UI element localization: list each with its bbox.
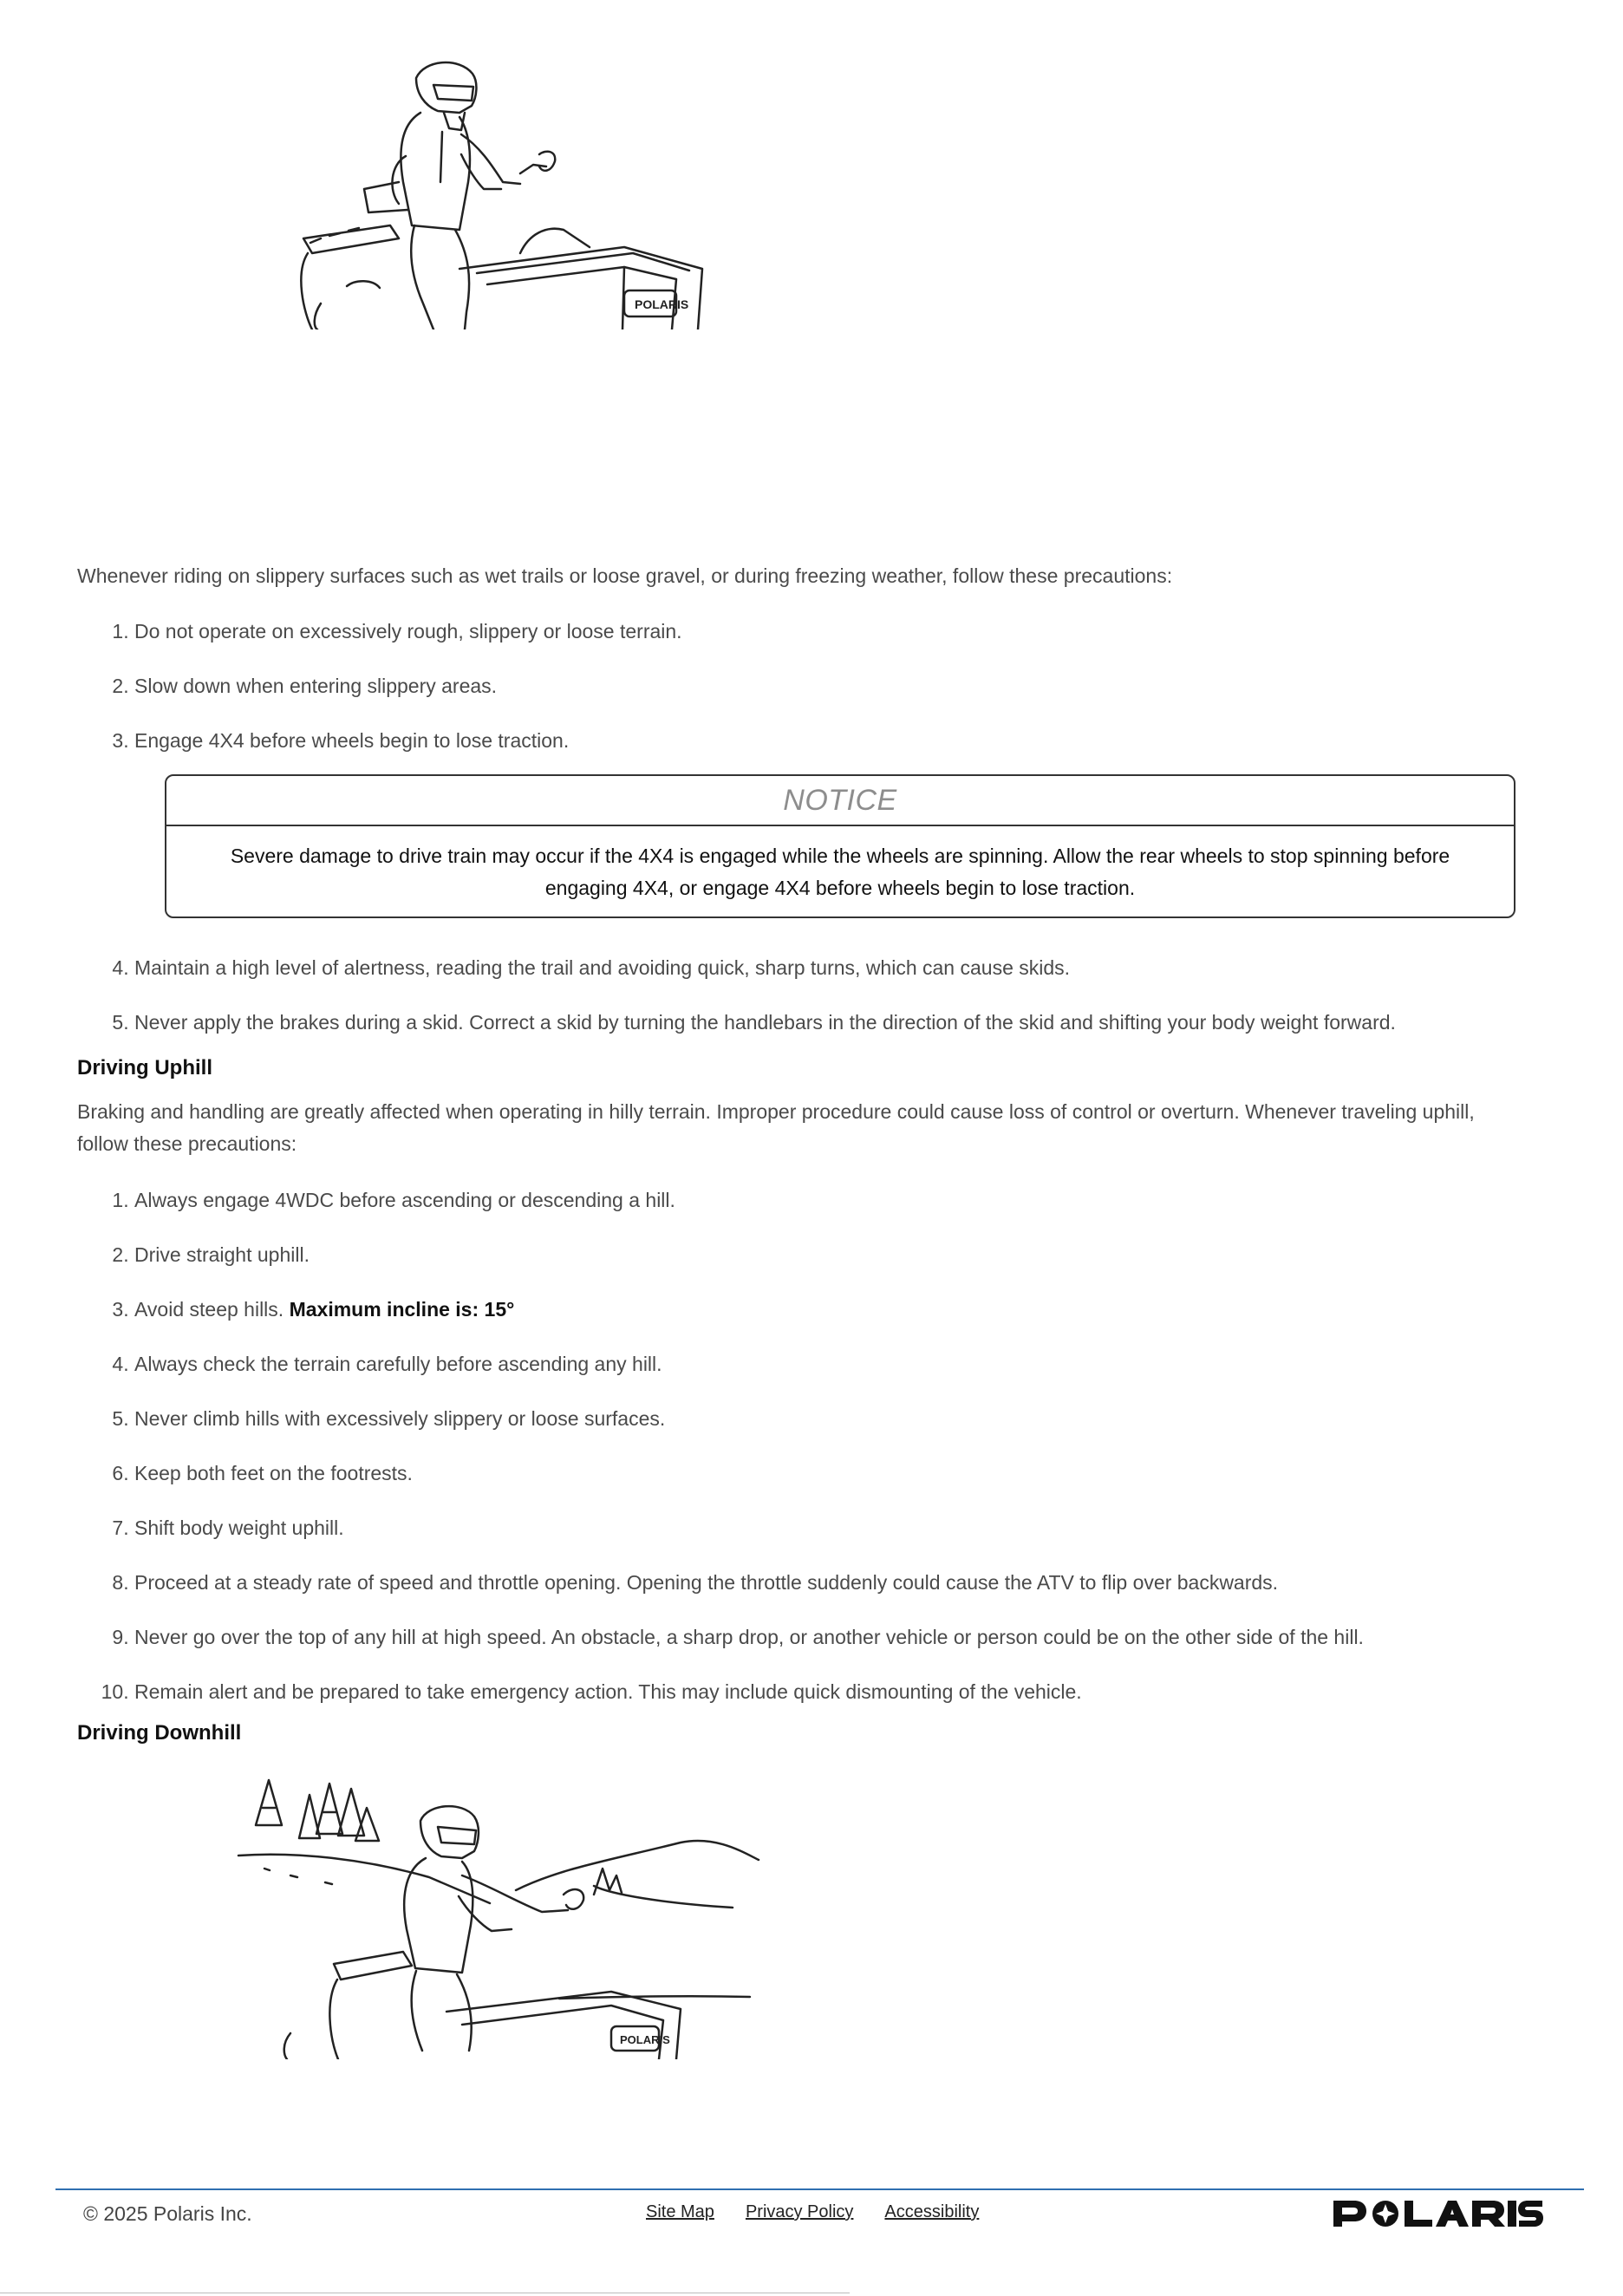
footer-links (646, 2202, 1010, 2222)
svg-text:POLARIS: POLARIS (620, 2033, 670, 2046)
list-item-text: Avoid steep hills. (134, 1298, 284, 1321)
list-item: 3. Engage 4X4 before wheels begin to lose traction. (134, 725, 1528, 757)
site-map-link[interactable]: Site Map (646, 2202, 714, 2221)
list-item: 1. Always engage 4WDC before ascending or descending a hill. (134, 1184, 1528, 1216)
atv-rider-illustration (260, 52, 728, 329)
slippery-intro: Whenever riding on slippery surfaces such as wet trails or loose gravel, or during freezing weather, follow these precautions: (77, 564, 1173, 587)
slippery-steps-b (77, 952, 1528, 1039)
copyright: © 2025 Polaris Inc. (83, 2202, 252, 2225)
polaris-logo[interactable] (1332, 2199, 1544, 2228)
list-item: 8. Proceed at a steady rate of speed and throttle opening. Opening the throttle suddenly could cause the ATV to flip over backwards. (134, 1567, 1528, 1599)
footer-divider (55, 2188, 1584, 2190)
notice-box (165, 774, 1515, 918)
uphill-intro: Braking and handling are greatly affected when operating in hilly terrain. Improper procedure could cause loss of control or overturn. Whenever traveling uphill, follow these precautions: (77, 1100, 1475, 1155)
list-item: 2. Slow down when entering slippery areas. (134, 670, 1528, 702)
list-item: 4. Maintain a high level of alertness, reading the trail and avoiding quick, sharp turns, which can cause skids. (134, 952, 1528, 984)
notice-body: Severe damage to drive train may occur if the 4X4 is engaged while the wheels are spinning. Allow the rear wheels to stop spinning before engaging 4X4, or engage 4X4 before wheels begin to lose traction. (230, 845, 1450, 899)
section-title-uphill: Driving Uphill (77, 1056, 212, 1080)
atv-downhill-illustration (230, 1773, 767, 2059)
list-item: 9. Never go over the top of any hill at high speed. An obstacle, a sharp drop, or another vehicle or person could be on the other side of the hill. (134, 1621, 1528, 1654)
list-item: 5. Never climb hills with excessively slippery or loose surfaces. (134, 1403, 1528, 1435)
list-item: 5. Never apply the brakes during a skid. Correct a skid by turning the handlebars in the direction of the skid and shifting your body weight forward. (134, 1007, 1528, 1039)
section-title-downhill: Driving Downhill (77, 1721, 242, 1745)
list-item: 2. Drive straight uphill. (134, 1239, 1528, 1271)
list-item: 6. Keep both feet on the footrests. (134, 1458, 1528, 1490)
list-item: 1. Do not operate on excessively rough, slippery or loose terrain. (134, 616, 1528, 648)
slippery-steps-a (77, 616, 1528, 757)
list-item: 10. Remain alert and be prepared to take emergency action. This may include quick dismounting of the vehicle. (134, 1676, 1528, 1708)
svg-text:POLARIS: POLARIS (635, 297, 689, 311)
accessibility-link[interactable]: Accessibility (884, 2202, 980, 2221)
privacy-policy-link[interactable]: Privacy Policy (745, 2202, 854, 2221)
max-incline: Maximum incline is: 15° (289, 1298, 515, 1321)
uphill-steps (77, 1184, 1528, 1708)
list-item: 4. Always check the terrain carefully before ascending any hill. (134, 1348, 1528, 1380)
list-item (134, 1294, 1528, 1326)
list-item: 7. Shift body weight uphill. (134, 1512, 1528, 1544)
notice-title: NOTICE (166, 776, 1514, 826)
